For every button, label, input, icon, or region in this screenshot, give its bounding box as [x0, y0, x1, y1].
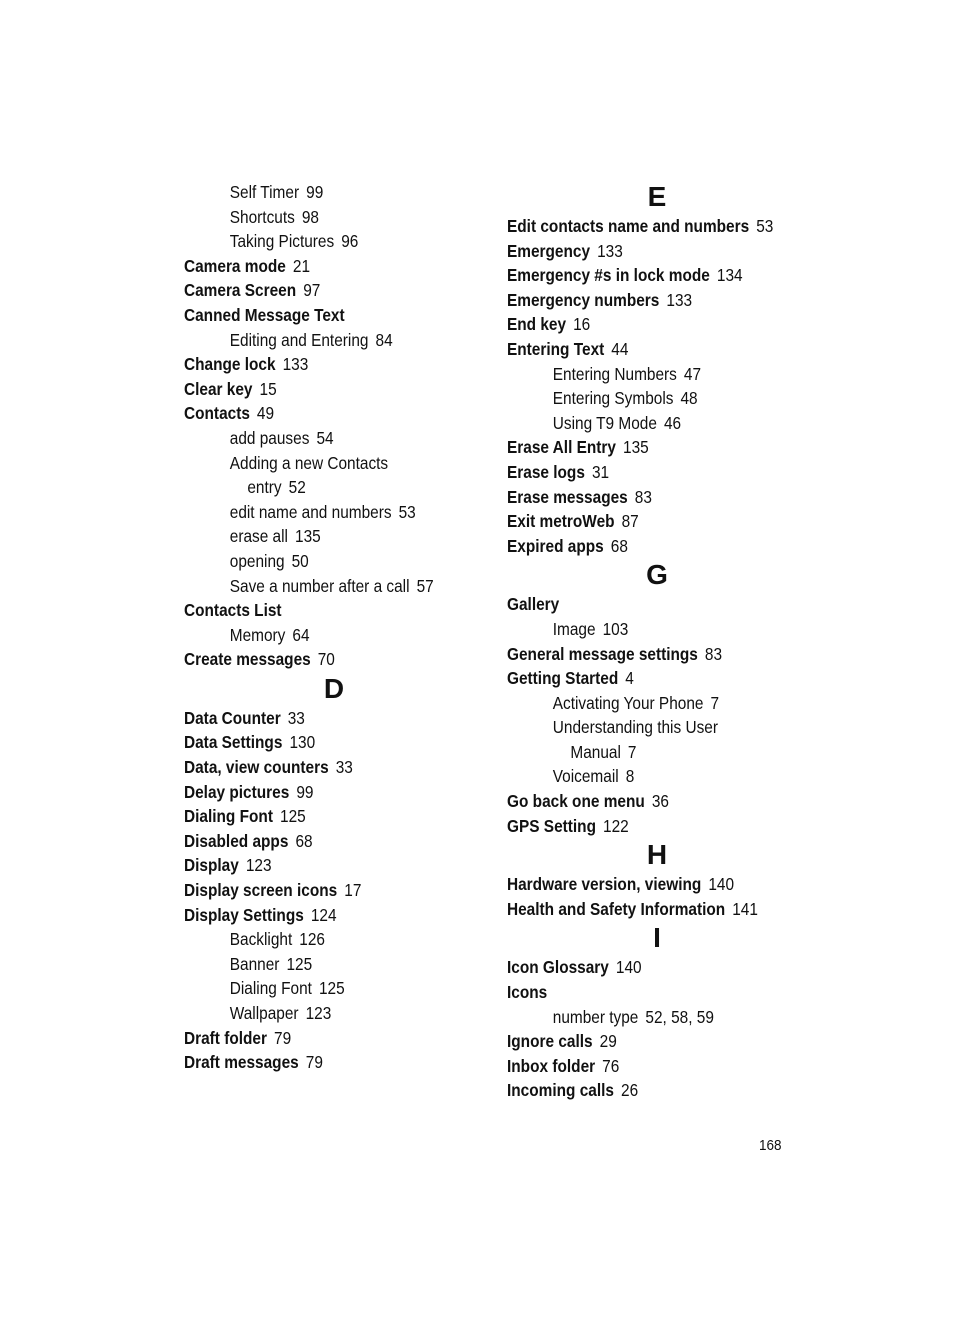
index-entry — [184, 647, 448, 672]
index-page-ref: 99 — [296, 781, 314, 802]
index-term: End key — [507, 314, 567, 335]
index-entry — [184, 377, 448, 402]
index-subentry — [507, 386, 771, 411]
index-term: Hardware version, viewing — [507, 874, 702, 895]
index-term: Delay pictures — [184, 781, 290, 802]
index-page-ref: 36 — [651, 791, 669, 812]
index-page-ref: 140 — [708, 874, 735, 895]
index-page-ref: 68 — [610, 535, 628, 556]
index-term: Ignore calls — [507, 1031, 593, 1052]
index-page-ref: 126 — [299, 929, 325, 950]
index-entry — [507, 312, 771, 337]
index-page-ref: 125 — [280, 806, 306, 827]
index-term: entry — [247, 477, 282, 498]
index-term: Erase All Entry — [507, 437, 616, 458]
index-page-ref: 54 — [316, 427, 334, 448]
index-page-ref: 87 — [621, 511, 639, 532]
index-page-ref: 130 — [289, 732, 316, 753]
index-term: Shortcuts — [229, 206, 295, 227]
index-term: Editing and Entering — [229, 329, 369, 350]
index-entry — [507, 239, 771, 264]
index-entry — [507, 509, 771, 534]
index-page-ref: 84 — [375, 329, 393, 350]
index-term: number type — [552, 1006, 639, 1027]
index-subentry — [184, 205, 448, 230]
index-term: Activating Your Phone — [552, 692, 704, 713]
index-page-ref: 46 — [663, 412, 682, 433]
index-subentry — [184, 1001, 448, 1026]
index-entry — [507, 435, 771, 460]
index-entry — [184, 1050, 448, 1075]
index-page-ref: 96 — [341, 231, 359, 252]
index-term: Entering Text — [507, 338, 605, 359]
index-subentry — [507, 715, 771, 740]
index-page-ref: 44 — [611, 338, 629, 359]
index-term: Icon Glossary — [507, 957, 609, 978]
index-page-ref: 15 — [259, 378, 277, 399]
index-subentry — [184, 229, 448, 254]
index-page-ref: 57 — [416, 575, 434, 596]
index-term: erase all — [229, 526, 288, 547]
index-term: Self Timer — [229, 182, 300, 202]
index-subentry — [507, 411, 771, 436]
index-term: General message settings — [507, 643, 698, 664]
index-term: edit name and numbers — [229, 501, 392, 522]
index-term: Create messages — [184, 649, 311, 670]
index-term: Go back one menu — [507, 791, 645, 812]
index-page-ref: 17 — [344, 880, 362, 901]
index-term: Contacts — [184, 403, 250, 424]
index-subentry — [184, 952, 448, 977]
index-entry — [507, 666, 771, 691]
index-term: Canned Message Text — [184, 304, 345, 325]
index-term: Backlight — [229, 929, 293, 950]
index-entry — [184, 755, 448, 780]
index-page-ref: 68 — [295, 830, 313, 851]
index-column-right — [507, 180, 807, 1103]
index-term: Getting Started — [507, 668, 619, 689]
index-page-ref: 83 — [634, 486, 652, 507]
index-letter-heading: D — [323, 672, 345, 704]
index-subentry — [184, 451, 448, 476]
index-term: Exit metroWeb — [507, 511, 615, 532]
index-term: Camera mode — [184, 255, 286, 276]
index-page-ref: 70 — [317, 649, 335, 670]
index-term: Draft messages — [184, 1052, 299, 1073]
index-term: Gallery — [507, 594, 560, 615]
index-page-ref: 26 — [621, 1080, 639, 1101]
index-subentry — [184, 549, 448, 574]
index-entry — [507, 485, 771, 510]
index-term: Taking Pictures — [229, 231, 335, 252]
page-number: 168 — [759, 1137, 782, 1154]
index-entry — [184, 804, 448, 829]
index-entry — [507, 592, 771, 617]
index-term: Memory — [229, 624, 286, 645]
index-page-ref: 141 — [732, 898, 758, 919]
index-entry — [507, 263, 771, 288]
index-term: Image — [552, 618, 596, 639]
index-column-left — [184, 180, 484, 1075]
index-subentry — [184, 475, 448, 500]
index-page-ref: 83 — [704, 643, 723, 664]
index-entry — [507, 460, 771, 485]
index-entry — [507, 1029, 771, 1054]
index-entry — [184, 303, 448, 328]
index-page-ref: 76 — [602, 1055, 620, 1076]
index-entry — [507, 534, 771, 559]
index-term: Incoming calls — [507, 1080, 614, 1101]
index-term: Emergency — [507, 240, 591, 261]
index-subentry — [184, 328, 448, 353]
index-term: Display — [184, 855, 239, 876]
index-entry — [507, 1054, 771, 1079]
index-term: Adding a new Contacts — [229, 452, 389, 473]
index-entry — [184, 878, 448, 903]
index-page-ref: 52 — [288, 477, 306, 498]
index-entry — [184, 730, 448, 755]
index-page-ref: 125 — [286, 953, 313, 974]
index-entry — [507, 955, 771, 980]
index-term: Data Settings — [184, 732, 283, 753]
index-term: Data, view counters — [184, 757, 329, 778]
index-term: Emergency #s in lock mode — [507, 265, 710, 286]
index-entry — [184, 254, 448, 279]
index-entry — [184, 853, 448, 878]
index-page-ref: 79 — [305, 1052, 323, 1073]
index-page-ref: 53 — [398, 501, 416, 522]
index-entry — [507, 642, 771, 667]
index-term: Wallpaper — [229, 1003, 299, 1023]
index-subentry — [184, 180, 448, 205]
index-term: Icons — [507, 982, 548, 1003]
index-page-ref: 123 — [305, 1003, 332, 1023]
index-page-ref: 135 — [623, 437, 649, 458]
index-page-ref: 122 — [603, 815, 629, 836]
index-subentry — [184, 976, 448, 1001]
index-page-ref: 50 — [291, 550, 309, 571]
index-term: Data Counter — [184, 707, 281, 728]
index-term: Display Settings — [184, 904, 304, 925]
index-term: Save a number after a call — [229, 575, 410, 596]
index-page-ref: 48 — [680, 388, 698, 409]
index-entry — [184, 780, 448, 805]
index-page-ref: 49 — [256, 403, 275, 424]
index-term: Using T9 Mode — [552, 412, 657, 433]
index-term: Manual — [570, 741, 621, 762]
index-subentry — [184, 927, 448, 952]
index-entry — [507, 288, 771, 313]
index-subentry — [507, 691, 771, 716]
index-term: Edit contacts name and numbers — [507, 216, 750, 236]
index-term: Draft folder — [184, 1027, 267, 1048]
index-page-ref: 4 — [625, 668, 634, 689]
index-term: Camera Screen — [184, 280, 297, 301]
index-page-ref: 31 — [591, 461, 610, 482]
index-page-ref: 133 — [282, 354, 309, 375]
index-entry — [184, 706, 448, 731]
index-term: Voicemail — [552, 766, 619, 787]
index-page-ref: 33 — [287, 707, 305, 728]
index-term: Entering Symbols — [552, 388, 674, 409]
index-term: Dialing Font — [229, 978, 312, 999]
index-term: Display screen icons — [184, 880, 338, 901]
index-subentry — [184, 524, 448, 549]
index-page-ref: 29 — [599, 1031, 617, 1052]
index-page-ref: 53 — [756, 216, 774, 236]
index-page-ref: 97 — [303, 280, 321, 301]
index-letter-heading: I — [653, 922, 661, 954]
index-page-ref: 103 — [602, 618, 629, 639]
index-term: Dialing Font — [184, 806, 273, 827]
index-page-ref: 79 — [274, 1027, 292, 1048]
index-term: Emergency numbers — [507, 289, 660, 310]
index-page-ref: 21 — [292, 255, 311, 276]
index-subentry — [184, 500, 448, 525]
index-page-ref: 133 — [666, 289, 693, 310]
index-entry — [507, 897, 771, 922]
index-page-ref: 134 — [716, 265, 743, 286]
index-page-ref: 47 — [683, 363, 702, 384]
index-entry — [507, 814, 771, 839]
index-page-ref: 64 — [292, 624, 310, 645]
index-entry — [507, 980, 771, 1005]
index-term: Clear key — [184, 378, 253, 399]
index-subentry — [507, 617, 771, 642]
index-term: Erase messages — [507, 486, 628, 507]
index-term: GPS Setting — [507, 815, 596, 836]
index-term: Contacts List — [184, 600, 282, 621]
index-page-ref: 140 — [615, 957, 642, 978]
index-subentry — [184, 623, 448, 648]
index-entry — [507, 214, 774, 239]
index-page-ref: 16 — [573, 314, 591, 335]
index-page-ref: 98 — [301, 206, 319, 227]
index-page-ref: 135 — [295, 526, 321, 547]
index-term: opening — [229, 550, 285, 571]
index-entry — [184, 352, 448, 377]
index-term: Expired apps — [507, 535, 604, 556]
index-page-ref: 7 — [710, 692, 720, 713]
index-term: Health and Safety Information — [507, 898, 726, 919]
index-letter-heading: E — [647, 181, 667, 212]
index-subentry — [184, 574, 448, 599]
index-entry — [507, 1078, 771, 1103]
index-page-ref: 8 — [625, 766, 635, 787]
index-term: Change lock — [184, 354, 276, 375]
index-page-ref: 52, 58, 59 — [645, 1006, 714, 1027]
index-term: Entering Numbers — [552, 363, 677, 384]
index-term: Banner — [229, 953, 280, 974]
index-entry — [184, 401, 448, 426]
index-subentry — [507, 764, 771, 789]
index-entry — [507, 789, 771, 814]
index-term: Inbox folder — [507, 1055, 596, 1076]
index-page-ref: 125 — [318, 978, 345, 999]
index-page-ref: 124 — [310, 904, 337, 925]
index-term: Erase logs — [507, 461, 585, 482]
index-entry — [184, 598, 448, 623]
index-page-ref: 133 — [597, 240, 623, 261]
index-subentry — [507, 362, 771, 387]
index-entry — [507, 872, 771, 897]
index-page-ref: 7 — [627, 741, 637, 762]
index-entry — [184, 1026, 448, 1051]
index-entry — [184, 903, 448, 928]
index-page-ref: 33 — [335, 757, 353, 778]
index-entry — [507, 337, 771, 362]
index-term: Understanding this User — [552, 717, 718, 738]
index-subentry — [184, 426, 448, 451]
index-entry — [184, 829, 448, 854]
index-term: Disabled apps — [184, 830, 289, 851]
index-subentry — [507, 1005, 771, 1030]
index-term: add pauses — [229, 427, 310, 448]
index-page-ref: 123 — [245, 855, 272, 876]
index-subentry — [507, 740, 771, 765]
index-letter-heading: G — [646, 559, 668, 591]
index-letter-heading: H — [646, 839, 668, 871]
index-page-ref: 99 — [306, 182, 324, 202]
index-entry — [184, 278, 448, 303]
